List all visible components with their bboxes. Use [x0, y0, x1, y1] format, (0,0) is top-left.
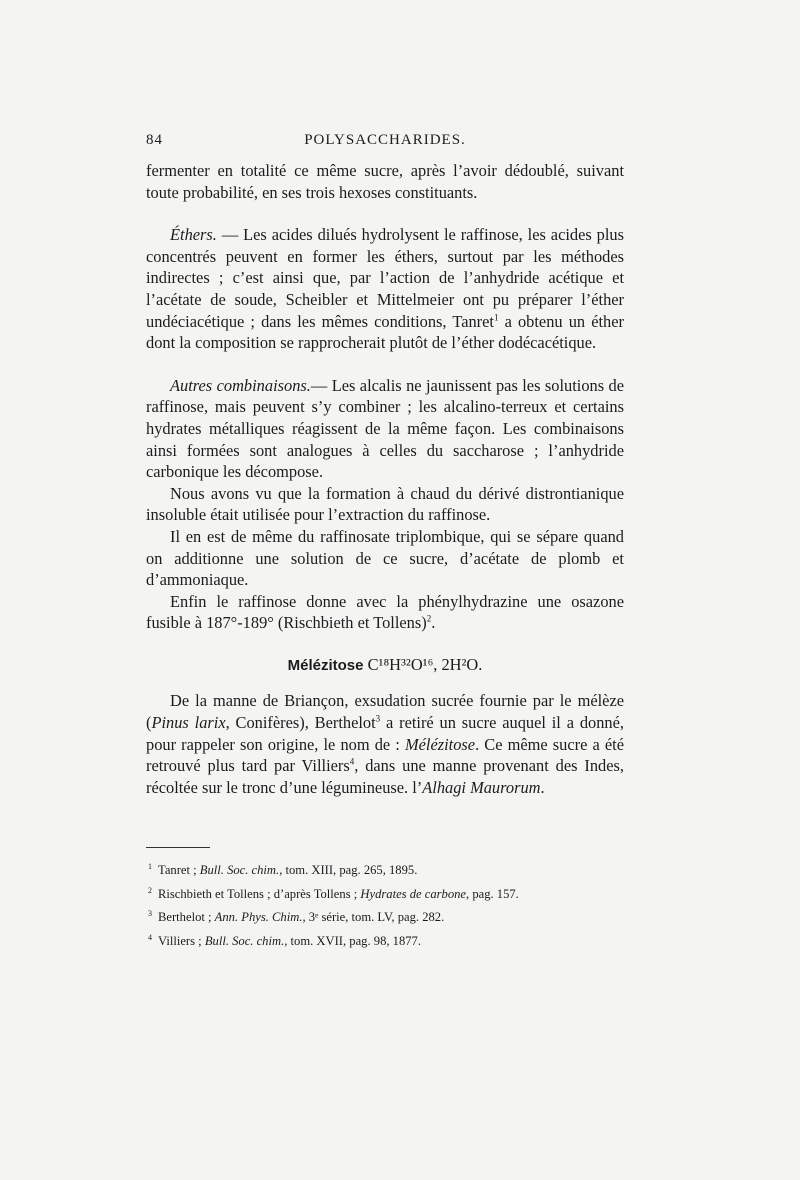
footnote-ref: 3 — [375, 713, 381, 724]
running-head — [146, 132, 624, 154]
heading-formula: C¹⁸H³²O¹⁶, 2H²O. — [367, 654, 483, 674]
paragraph-lead: Éthers. — [170, 225, 217, 245]
running-title: POLYSACCHARIDES. — [304, 132, 466, 148]
footnote-ref: 2 — [426, 613, 432, 624]
paragraph-distrontianique: Nous avons vu que la formation à chaud du dérivé distrontianique insoluble était utilisée pour l’extraction du raffinose. — [146, 483, 624, 525]
body-text — [146, 160, 624, 798]
footnotes — [146, 857, 624, 951]
footnote: $^1$ Tanret ; Bull. Soc. chim., tom. XIII, pag. 265, 1895. — [148, 862, 418, 878]
paragraph-combinaisons: Autres combinaisons.— Les alcalis ne jaunissent pas les solutions de raffinose, mais peuvent s’y combiner ; les alcalino-terreux et certains hydrates métalliques réagissent de la même façon. Les combinaisons ainsi formées sont analogues à celles du saccharose ; l’anhydride carbonique les décompose. — [146, 375, 624, 482]
paragraph-osazone: Enfin le raffinose donne avec la phénylhydrazine une osazone fusible à 187°-189° (Rischbieth et Tollens)$^2$. — [146, 591, 624, 633]
paragraph-melezitose: De la manne de Briançon, exsudation sucrée fournie par le mélèze (Pinus larix, Conifères), Berthelot$^3$ a retiré un sucre auquel il a donné, pour rappeler son origine, le nom de : Mélézitose. Ce même sucre a été retrouvé plus tard par Villiers$^4$, dans une manne provenant des Indes, récoltée sur le tronc d’une légumineuse. l’Alhagi Maurorum. — [146, 691, 624, 797]
paragraph-ethers: Éthers. — Les acides dilués hydrolysent le raffinose, les acides plus concentrés peuvent en former les éthers, surtout par les méthodes indirectes ; c’est ainsi que, par l’action de l’anhydride acétique et l’acétate de soude, Scheibler et Mittelmeier ont pu préparer l’éther undéciacétique ; dans les mêmes conditions, Tanret$^1$ a obtenu un éther dont la composition se rapprocherait plutôt de l’éther dodécacétique. — [146, 225, 624, 353]
footnote: $^2$ Rischbieth et Tollens ; d’après Tollens ; Hydrates de carbone, pag. 157. — [148, 885, 519, 901]
footnote-ref: 1 — [493, 312, 499, 323]
paragraph-continuation: fermenter en totalité ce même sucre, après l’avoir dédoublé, suivant toute probabilité, en ses trois hexoses constituants. — [146, 161, 624, 202]
heading-name: Mélézitose — [287, 656, 364, 674]
paragraph-triplombique: Il en est de même du raffinosate triplombique, qui se sépare quand on additionne une solution de ce sucre, d’acétate de plomb et d’ammoniaque. — [146, 526, 624, 590]
footnote-ref: 4 — [349, 756, 355, 767]
page-number: 84 — [146, 132, 163, 148]
section-heading — [146, 654, 624, 677]
footnote: $^3$ Berthelot ; Ann. Phys. Chim., 3ᵉ série, tom. LV, pag. 282. — [148, 909, 445, 925]
footnote: $^4$ Villiers ; Bull. Soc. chim., tom. XVII, pag. 98, 1877. — [148, 932, 422, 948]
footnote-rule — [146, 847, 210, 848]
paragraph-lead: Autres combinaisons. — [170, 375, 311, 395]
